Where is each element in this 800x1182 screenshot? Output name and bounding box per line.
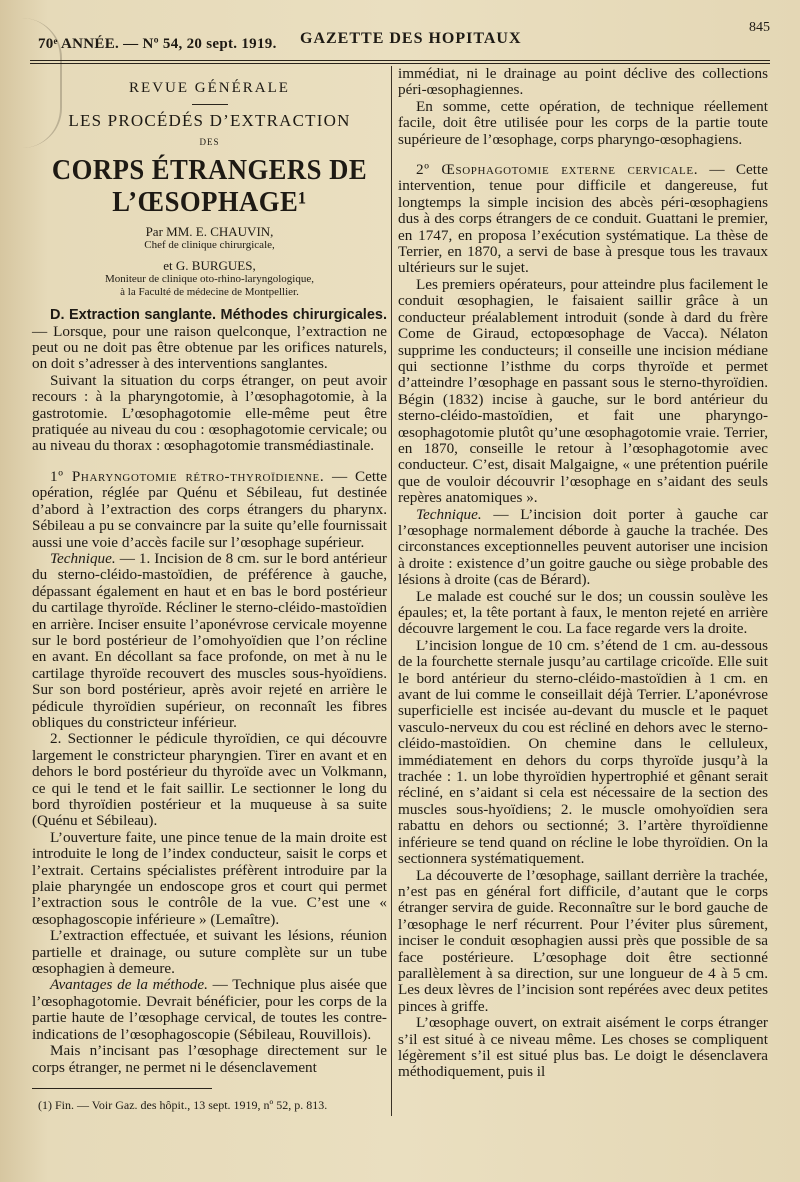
paragraph-en-somme: En somme, cette opération, de technique réellement facile, doit être utilisée pour les corps de la partie toute supérieure de l’œsophage, corps pharyngo-œsophagiens.: [398, 97, 768, 148]
avantages-paragraph: Avantages de la méthode. — Technique plus aisée que l’œsophagotomie. Devrait bénéficier, pour les corps de la partie haute de l’œsophage cervical, de toutes les contre-indications de l’œsophagoscopie (Sébileau, Rouvillois).: [32, 976, 387, 1043]
pharyngotomie-heading: 1º Pharyngotomie rétro-thyroïdienne.: [50, 467, 325, 485]
right-column: [398, 66, 768, 1081]
paragraph-immediat: immédiat, ni le drainage au point déclive des collections péri-œsophagiennes.: [398, 65, 768, 99]
title-rule: [192, 104, 228, 105]
issue-line: 70ᵉ ANNÉE. — Nº 54, 20 sept. 1919.: [38, 36, 277, 52]
article-title-line3: CORPS ÉTRANGERS DE L’ŒSOPHAGE¹: [51, 154, 368, 219]
paragraph-mais: Mais n’incisant pas l’œsophage directement sur le corps étranger, ne permet ni le désenclavement: [32, 1042, 387, 1076]
author-burgues: et G. BURGUES,: [163, 258, 256, 274]
column-separator: [391, 66, 392, 1116]
article-title-line2: DES: [199, 136, 220, 147]
pharyngotomie-paragraph: 1º Pharyngotomie rétro-thyroïdienne. — Cette opération, réglée par Quénu et Sébileau, fut destinée d’abord à l’extraction des corps étrangers du pharynx. Sébileau a pu se convaincre par la suite qu’elle fournissait aussi une voie d’accès facile sur l’œsophage supérieur.: [32, 467, 387, 551]
paragraph-malade: Le malade est couché sur le dos; un coussin soulève les épaules; et, la tête portant à faux, le menton rejeté en arrière découvre largement le cou. La face regarde vers la droite.: [398, 587, 768, 638]
paragraph-suivant: Suivant la situation du corps étranger, on peut avoir recours : à la pharyngotomie, à l’œsophagotomie, à la gastrotomie. L’œsophagotomie elle-même peut être pratiquée au niveau du cou : œsophagotomie cervicale; ou au niveau du thorax : œsophagotomie transmédiastinale.: [32, 371, 387, 455]
section-d-paragraph: D. Extraction sanglante. Méthodes chirurgicales. — Lorsque, pour une raison quelconque, l’extraction ne peut ou ne doit pas être obtenue par les orifices naturels, on doit s’adresser à des interventions sanglantes.: [32, 307, 387, 373]
footnote-rule: [32, 1088, 212, 1089]
paragraph-incision: L’incision longue de 10 cm. s’étend de 1 cm. au-dessous de la fourchette sternale jusqu’au cartilage cricoïde. Elle suit le bord antérieur du sterno-cléido-mastoïdien à 1 cm. en avant de lui comme le conseillait déjà Terrier. L’aponévrose superficielle est incisée au-devant du muscle et le paquet vasculo-nerveux du cou est récliné en dehors avec le sterno-cléido-mastoïdien. On chemine dans le celluleux, immédiatement en dehors du corps thyroïde jusqu’à la trachée : 1. un lobe thyroïdien hypertrophié et gênant serait récliné, en s’aidant si cela est nécessaire de la section des muscles sous-hyoïdiens; 2. le muscle omohyoïdien sera rabattu en dehors ou sectionné; 3. l’artère thyroïdienne inférieure se tend quand on récline le lobe thyroïdien. On la sectionnera systématiquement.: [398, 636, 768, 868]
paragraph-extraction: L’extraction effectuée, et suivant les lésions, réunion partielle et drainage, ou suture complète sur un tube œsophagien à demeure.: [32, 927, 387, 978]
paragraph-decouverte: La découverte de l’œsophage, saillant derrière la trachée, n’est pas en général fort difficile, d’autant que le corps étranger servira de guide. Reconnaître sur le bord gauche de l’œsophage le nerf récurrent. Pour l’éviter plus sûrement, inciser le conduit œsophagien aussi près que possible de sa face postérieure. L’œsophage doit être sectionné parallèlement à sa direction, sur une longueur de 4 à 5 cm. Les deux lèvres de l’incision sont repérées avec deux petites pinces à griffe.: [398, 866, 768, 1015]
technique-paragraph-right: Technique. — L’incision doit porter à gauche car l’œsophage normalement déborde à gauche la trachée. Des circonstances exceptionnelles peuvent autoriser une incision à droite : existence d’un goitre gauche ou siège probable des lésions à droite (cas de Bérard).: [398, 505, 768, 589]
journal-title: GAZETTE DES HOPITAUX: [300, 30, 522, 47]
paragraph-step2: 2. Sectionner le pédicule thyroïdien, ce qui découvre largement le constricteur pharyngien. Tirer en avant et en dehors le bord postérieur du thyroïde avec un Volkmann, ce qui le tend et le fait saillir. Le sectionner le long du bord thyroïdien postérieur et la muqueuse à sa suite (Quénu et Sébileau).: [32, 730, 387, 830]
technique-heading-left: Technique.: [50, 549, 116, 567]
author-chauvin: Par MM. E. CHAUVIN,: [145, 224, 274, 240]
oesophagotomie-heading: 2º Œsophagotomie externe cervicale.: [416, 161, 699, 179]
paragraph-ouverture: L’ouverture faite, une pince tenue de la main droite est introduite le long de l’index conducteur, saisit le corps et l’extrait. Certains spécialistes préfèrent introduire par la plaie pharyngée un endoscope gros et court qui permet l’extraction sous le contrôle de la vue. C’est une « œsophagoscopie inférieure » (Lemaître).: [32, 828, 387, 928]
page-header: [30, 14, 770, 60]
header-rule: [30, 60, 770, 64]
left-column: [32, 66, 387, 1113]
page-number: 845: [749, 20, 770, 35]
affiliation-burgues-2: à la Faculté de médecine de Montpellier.: [120, 286, 299, 299]
paragraph-ouvert: L’œsophage ouvert, on extrait aisément le corps étranger s’il est situé à ce niveau même. Les choses se compliquent légèrement s’il est situé plus bas. Le doigt le désenclavera méthodiquement, puis il: [398, 1014, 768, 1081]
rubric-title: REVUE GÉNÉRALE: [129, 80, 290, 96]
section-d-heading: D. Extraction sanglante. Méthodes chirurgicales.: [50, 307, 387, 324]
oesophagotomie-paragraph: 2º Œsophagotomie externe cervicale. — Cette intervention, tenue pour difficile et dangereuse, fut longtemps la simple incision des abcès péri-œsophagiens dus à des corps étrangers de ce conduit. Guattani le premier, en 1747, en proposa l’exécution systématique. La thèse de Terrier, en 1870, a servi de base à presque tous les travaux ultérieurs sur le sujet.: [398, 161, 768, 277]
article-title-line1: LES PROCÉDÉS D’EXTRACTION: [68, 111, 351, 131]
technique-heading-right: Technique.: [416, 505, 482, 523]
avantages-heading: Avantages de la méthode.: [50, 976, 208, 994]
affiliation-chauvin: Chef de clinique chirurgicale,: [144, 239, 275, 252]
affiliation-burgues-1: Moniteur de clinique oto-rhino-laryngologique,: [105, 273, 314, 286]
paragraph-premiers: Les premiers opérateurs, pour atteindre plus facilement le conduit œsophagien, le faisaient saillir grâce à un conducteur préalablement introduit (sonde à dard du frère Come de Giraud, ectopœsophage de Vacca). Nélaton supprime les conducteurs; il conseille une incision médiane qui sectionne l’isthme du corps thyroïde et permet d’atteindre l’œsophage en passant sous le sterno-thyroïdien. Bégin (1832) incise à gauche, sur le bord antérieur du sterno-cléido-mastoïdien, et fait une pharyngo-œsophagotomie plutôt qu’une œsophagotomie vraie. Terrier, en 1870, conseille le retour à l’œsophagotomie avec conducteur. C’est, disait Malgaigne, « une prétention puérile que de vouloir découvrir l’œsophage en s’aidant des seuls repères anatomiques ».: [398, 275, 768, 507]
technique-paragraph-left: Technique. — 1. Incision de 8 cm. sur le bord antérieur du sterno-cléido-mastoïdien, de préférence à gauche, dépassant également en haut et en bas le bord postérieur du cartilage thyroïde. Récliner le sterno-cléido-mastoïdien en arrière. Inciser ensuite l’aponévrose cervicale moyenne sur le bord postérieur de l’omohyoïdien que l’on récline en avant. En décollant sa face profonde, on met à nu le cartilage thyroïde recouvert des muscles sous-hyoïdiens. Sur son bord postérieur, après avoir rejeté en arrière le pédicule thyroïdien supérieur, on reconnaît les fibres obliques du constricteur inférieur.: [32, 549, 387, 731]
footnote: (1) Fin. — Voir Gaz. des hôpit., 13 sept. 1919, nº 52, p. 813.: [38, 1097, 328, 1112]
